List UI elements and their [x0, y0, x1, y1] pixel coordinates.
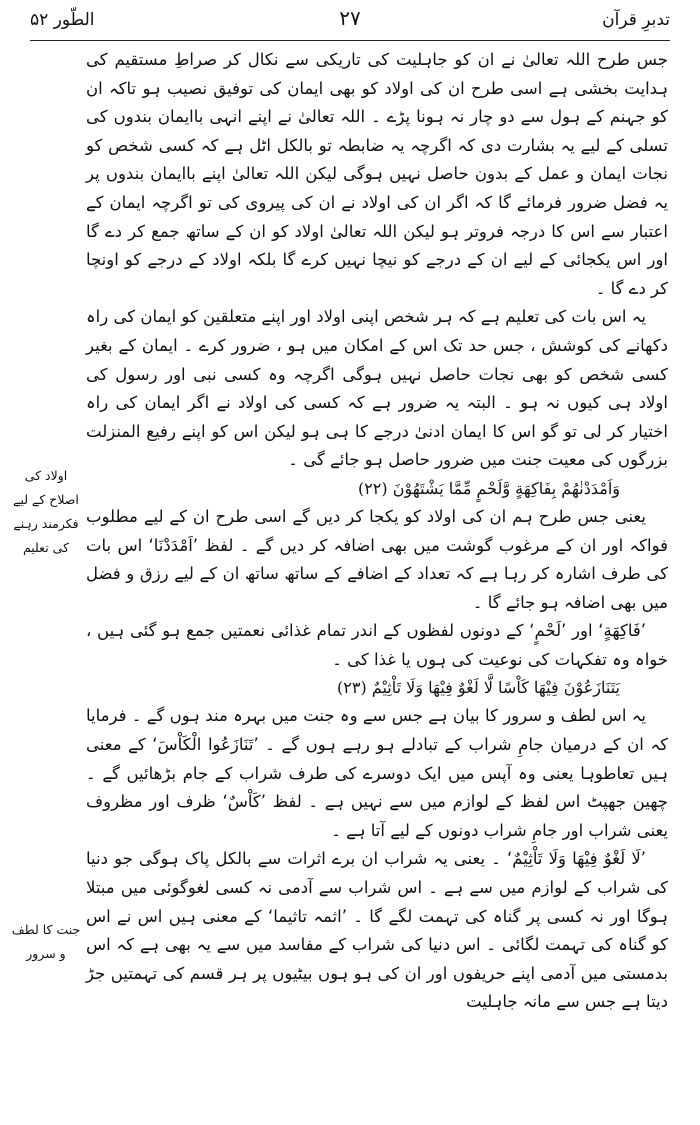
- page-number: ۲۷: [339, 6, 361, 30]
- margin-note-children-guidance: اولاد کی اصلاح کے لیے فکرمند رہنے کی تعلیم: [13, 468, 79, 555]
- paragraph: یہ اس بات کی تعلیم ہے کہ ہر شخص اپنی اولاد اور اپنے متعلقین کو ایمان کی راہ دکھانے کی کوشش ، جس حد تک اس کے امکان میں ہو ، ضرور کرے ۔ ایمان کے بغیر کسی شخص کو بھی نجات حاصل نہیں ہوگی اگرچہ وہ کسی نبی اور رسول کی اولاد ہی کیوں نہ ہو ۔ البتہ یہ ضرور ہے کہ کسی کی اولاد نے اگر ایمان کی راہ اختیار کر لی تو گو اس کا ایمان ادنیٰ درجے کا ہی ہو لیکن اس کو اپنے رفیع المنزلت بزرگوں کی معیت جنت میں ضرور حاصل ہو جائے گی ۔: [86, 307, 668, 470]
- surah-name: الطّور ۵۲: [30, 10, 95, 30]
- header-divider: [30, 40, 670, 41]
- paragraph: یعنی جس طرح ہم ان کی اولاد کو یکجا کر دیں گے اسی طرح ان کے لیے مطلوب فواکہ اور ان کے مرغوب گوشت میں بھی اضافہ کر دیں گے ۔ لفظ ’اَمْدَدْنَا‘ اس بات کی طرف اشارہ کر رہا ہے کہ تعداد کے اضافے کے ساتھ ساتھ ان کے لیے رزق و فضل میں بھی اضافہ ہو جائے گا ۔: [86, 506, 668, 612]
- quran-verse: وَاَمْدَدْنٰهُمْ بِفَاكِهَةٍ وَّلَحْمٍ مِّمَّا يَشْتَهُوْنَ (۲۲): [357, 478, 620, 498]
- margin-note-paradise-delight: جنت کا لطف و سرور: [11, 922, 81, 961]
- running-head: [30, 4, 670, 38]
- book-title: تدبرِ قرآن: [602, 10, 670, 30]
- quran-verse: يَتَنَازَعُوْنَ فِيْهَا كَاْسًا لَّا لَغْوٌ فِيْهَا وَلَا تَاْثِيْمٌ (۲۳): [337, 678, 620, 698]
- page-body: [86, 46, 668, 1017]
- paragraph: جس طرح اللہ تعالیٰ نے ان کو جاہلیت کی تاریکی سے نکال کر صراطِ مستقیم کی ہدایت بخشی ہے اسی طرح ان کی اولاد کو بھی ایمان کی توفیق نصیب ہو تاکہ ان کو جہنم کے ہول سے دو چار نہ ہونا پڑے ۔ اللہ تعالیٰ نے اپنے انہی باایمان بندوں کی تسلی کے لیے یہ بشارت دی کہ اگرچہ یہ ضابطہ تو بالکل اٹل ہے کہ کسی شخص کو نجات ایمان و عمل کے بدون حاصل نہیں ہوگی لیکن اللہ تعالیٰ اپنے باایمان بندوں پر یہ فضل ضرور فرمائے گا کہ اگر ان کی اولاد نے ان کی پیروی کی تو اگرچہ ایمان کے اعتبار سے اس کا درجہ فروتر ہو لیکن اللہ تعالیٰ اولاد کو ان کے ساتھ جمع کر دے گا اور اس یکجائی کے لیے ان کے درجے کو نیچا نہیں کرے گا بلکہ اولاد کے درجے کو اونچا کر دے گا ۔: [86, 50, 668, 298]
- paragraph: ’فَاكِهَةٍ‘ اور ’لَحْمٍ‘ کے دونوں لفظوں کے اندر تمام غذائی نعمتیں جمع ہو گئی ہیں ، خواہ وہ تفکہات کی نوعیت کی ہوں یا غذا کی ۔: [86, 621, 668, 669]
- paragraph: ’لَا لَغْوٌ فِيْهَا وَلَا تَاْثِيْمٌ‘ ۔ یعنی یہ شراب ان برے اثرات سے بالکل پاک ہوگی جو دنیا کی شراب کے لوازم میں سے ہے ۔ اس شراب سے آدمی نہ کسی لغوگوئی میں مبتلا ہوگا اور نہ کسی پر گناہ کی تہمت لگے گا ۔ ’اثمہ تاثیما‘ کے معنی ہیں اس نے اس کو گناہ کی تہمت لگائی ۔ اس دنیا کی شراب کے مفاسد میں سے یہ بھی ہے کہ اس بدمستی میں آدمی اپنے حریفوں اور ان کی ہو ہوں بیٹیوں پر ہر قسم کی تہمتیں جڑ دیتا ہے جس سے مانہ جاہلیت: [86, 849, 668, 1012]
- paragraph: یہ اس لطف و سرور کا بیان ہے جس سے وہ جنت میں بہرہ مند ہوں گے ۔ فرمایا کہ ان کے درمیان جامِ شراب کے تبادلے ہو رہے ہوں گے ۔ ’تَنَازَعُوا الْكَاْسَ‘ کے معنی ہیں تعاطوہا یعنی وہ آپس میں ایک دوسرے کی طرف شراب کے جام بڑھائیں گے ۔ چھین جھپٹ اس لفظ کے لوازم میں سے نہیں ہے ۔ لفظ ’كَاْسٌ‘ ظرف اور مظروف یعنی شراب اور جامِ شراب دونوں کے لیے آتا ہے ۔: [86, 706, 668, 840]
